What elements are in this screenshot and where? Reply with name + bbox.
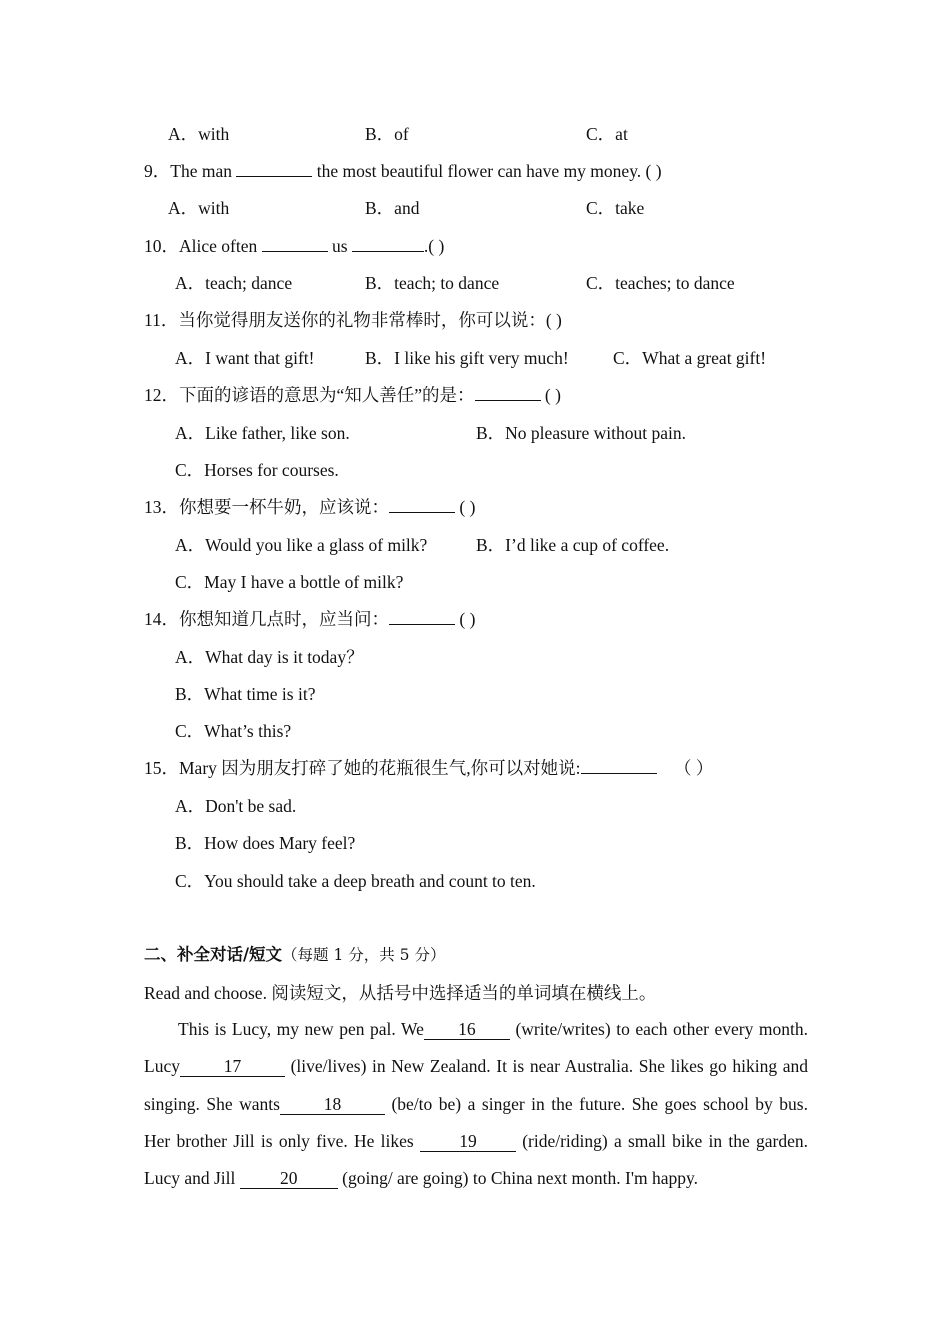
q15-stem: [144, 756, 713, 780]
q9-prefix: 9．The man: [144, 161, 232, 181]
q15-suffix: （ ）: [674, 758, 714, 778]
blank-16[interactable]: 16: [424, 1019, 510, 1040]
q15-option-c: C．You should take a deep breath and count to ten.: [175, 871, 536, 891]
q10-option-b: B．teach; to dance: [365, 273, 500, 293]
q15-option-b: B．How does Mary feel?: [175, 833, 356, 853]
q8-option-b: B．of: [365, 124, 409, 144]
blank-17[interactable]: 17: [180, 1056, 285, 1077]
q11-option-a: A．I want that gift!: [175, 348, 315, 368]
q12-text: 12．下面的谚语的意思为“知人善任”的是：: [144, 385, 475, 405]
q12-option-a: A．Like father, like son.: [175, 423, 350, 443]
q9-option-c: C．take: [586, 198, 645, 218]
q13-option-b: B．I’d like a cup of coffee.: [476, 535, 670, 555]
q10-mid: us: [331, 236, 348, 256]
q11-option-c: C．What a great gift!: [613, 348, 767, 368]
passage-text-2: (write/writes) to each other every month. Lucy: [144, 1019, 808, 1077]
q14-option-c: C．What’s this?: [175, 721, 292, 741]
q8-option-a: A．with: [168, 124, 230, 144]
blank-19[interactable]: 19: [420, 1131, 516, 1152]
q10-prefix: 10．Alice often: [144, 236, 258, 256]
q13-stem: [144, 495, 475, 519]
q12-option-c: C．Horses for courses.: [175, 460, 339, 480]
q8-option-c: C．at: [586, 124, 628, 144]
q10-blank-2[interactable]: [352, 251, 424, 252]
q10-stem: [144, 234, 444, 258]
section2-note: （每题 1 分，共 5 分）: [282, 946, 446, 964]
q13-blank[interactable]: [389, 512, 455, 513]
q9-suffix: the most beautiful flower can have my money. ( ): [316, 161, 662, 181]
passage-text-1: This is Lucy, my new pen pal. We: [178, 1019, 424, 1039]
q14-suffix: ( ): [459, 609, 476, 629]
passage: [144, 1011, 808, 1197]
q10-option-a: A．teach; dance: [175, 273, 293, 293]
q14-option-b: B．What time is it?: [175, 684, 316, 704]
q15-option-a: A．Don't be sad.: [175, 796, 297, 816]
q9-option-a: A．with: [168, 198, 230, 218]
q12-suffix: ( ): [544, 385, 561, 405]
q12-blank[interactable]: [475, 400, 541, 401]
q13-option-c: C．May I have a bottle of milk?: [175, 572, 404, 592]
q14-text: 14．你想知道几点时，应当问：: [144, 609, 389, 629]
q13-text: 13．你想要一杯牛奶，应该说：: [144, 497, 389, 517]
q15-text: 15．Mary 因为朋友打碎了她的花瓶很生气,你可以对她说:: [144, 758, 581, 778]
q10-blank-1[interactable]: [262, 251, 328, 252]
q14-option-a: A．What day is it today？: [175, 647, 364, 667]
q11-stem: 11．当你觉得朋友送你的礼物非常棒时，你可以说：( ): [144, 310, 562, 330]
passage-text-5: (ride/riding) a small bike in the garden. Lucy and Jill: [144, 1130, 808, 1189]
q12-option-b: B．No pleasure without pain.: [476, 423, 686, 443]
q10-option-c: C．teaches; to dance: [586, 273, 735, 293]
q10-suffix: .( ): [423, 236, 445, 256]
q14-stem: [144, 607, 475, 631]
q13-suffix: ( ): [459, 497, 476, 517]
q11-option-b: B．I like his gift very much!: [365, 348, 569, 368]
q9-blank[interactable]: [236, 176, 312, 177]
section2-heading: [144, 943, 445, 967]
q12-stem: [144, 383, 561, 407]
q13-option-a: A．Would you like a glass of milk?: [175, 535, 428, 555]
q14-blank[interactable]: [389, 624, 455, 625]
blank-18[interactable]: 18: [280, 1094, 385, 1115]
q9-option-b: B．and: [365, 198, 420, 218]
passage-text-3: (live/lives) in New Zealand. It is near Australia. She likes go hiking and singing. She wants: [144, 1056, 808, 1114]
passage-text-4: (be/to be) a singer in the future. She goes school by bus. Her brother Jill is only five. He likes: [144, 1093, 808, 1151]
blank-20[interactable]: 20: [240, 1168, 338, 1189]
passage-paragraph: [144, 1011, 808, 1197]
section2-instruction: Read and choose. 阅读短文，从括号中选择适当的单词填在横线上。: [144, 983, 657, 1003]
passage-text-6: (going/ are going) to China next month. I'm happy.: [337, 1168, 698, 1189]
q9-stem: [144, 159, 662, 183]
section2-title: 二、补全对话/短文: [144, 945, 283, 964]
q15-blank[interactable]: [581, 773, 657, 774]
